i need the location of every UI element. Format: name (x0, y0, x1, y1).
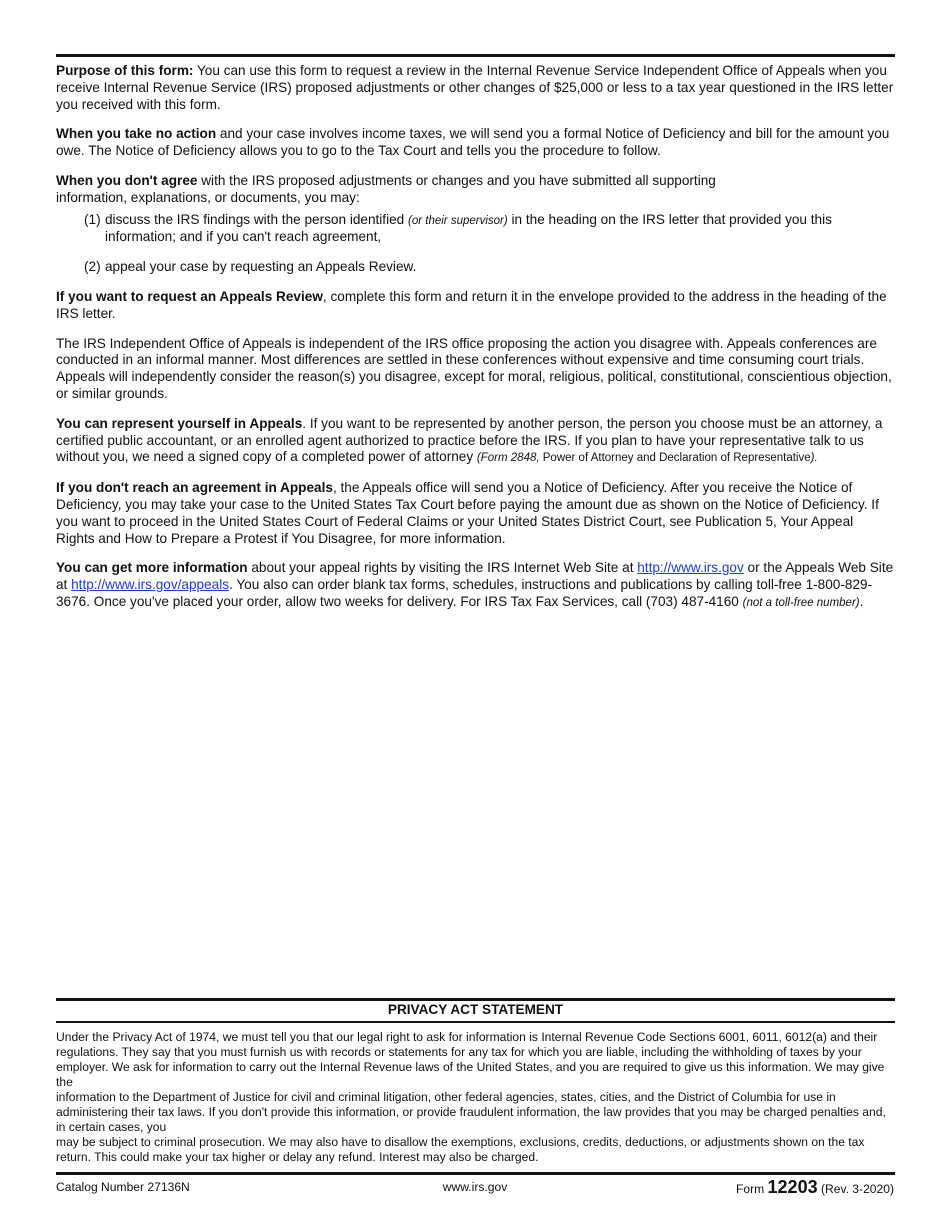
more-info-text-c: . You also can order blank tax forms, schedules, instructions and publications by calling toll-free 1-800-829-3676. Once you've placed your order, allow two weeks for delivery. For IRS Tax Fax Services, call (703) 487-4160 (56, 577, 873, 609)
privacy-paragraph-3: may be subject to criminal prosecution. We may also have to disallow the exemptions, exclusions, credits, deductions, or adjustments shown on the tax return. This could make your tax higher or delay any refund. Interest may also be charged. (56, 1135, 865, 1164)
form-footer (56, 1177, 894, 1199)
more-info-paragraph (56, 560, 894, 611)
no-action-heading: When you take no action (56, 126, 217, 142)
request-review-text: , complete this form and return it in the envelope provided to the address in the heading of the IRS letter. (56, 288, 887, 321)
independent-paragraph: The IRS Independent Office of Appeals is independent of the IRS office proposing the action you disagree with. Appeals conferences are conducted in an informal manner. Most differences are settled in these conferences without expensive and time consuming court trials. Appeals will independently consider the reason(s) you disagree, except for moral, religious, political, constitutional, conscientious objection, or similar grounds. (56, 335, 892, 401)
privacy-title: PRIVACY ACT STATEMENT (387, 1002, 564, 1017)
privacy-paragraph-2: information to the Department of Justice for civil and criminal litigation, other federal agencies, states, cities, and the District of Columbia for use in administering their tax laws. If you don't provide this information, or provide fraudulent information, the law provides that you may be charged penalties and, in certain cases, you (56, 1090, 886, 1134)
more-info-text-d: . (859, 593, 864, 609)
form-revision: (Rev. 3-2020) (817, 1182, 894, 1196)
represent-form-title: Power of Attorney and Declaration of Representative (539, 452, 811, 465)
footer-rule (56, 1172, 895, 1175)
option-1-text-b: in the heading on the IRS letter that provided you this information; and if you can't reach agreement, (105, 211, 832, 245)
option-number-1: (1) (84, 211, 101, 227)
privacy-paragraph-1: Under the Privacy Act of 1974, we must tell you that our legal right to ask for information is Internal Revenue Code Sections 6001, 6011, 6012(a) and their regulations. They say that you must furnish us with records or statements for any tax for which you are liable, including the withholding of taxes by your employer. We ask for information to carry out the Internal Revenue laws of the United States, and you are required to give us this information. We may give the (56, 1030, 885, 1089)
appeals-website-link[interactable]: http://www.irs.gov/appeals (71, 577, 230, 593)
request-review-paragraph (56, 289, 894, 323)
no-action-paragraph (56, 126, 894, 160)
top-rule (56, 54, 895, 57)
option-number-2: (2) (84, 259, 101, 275)
no-action-text: and your case involves income taxes, we will send you a formal Notice of Deficiency and bill for the amount you owe. The Notice of Deficiency allows you to go to the Tax Court and tells you the procedure to follow. (56, 126, 890, 159)
more-info-text-b: or the Appeals Web Site at (56, 560, 894, 593)
no-agreement-heading: If you don't reach an agreement in Appeals (56, 480, 333, 496)
irs-website-link[interactable]: http://www.irs.gov (637, 560, 744, 576)
option-item-1 (84, 212, 894, 247)
footer-website: www.irs.gov (442, 1180, 508, 1194)
purpose-heading: Purpose of this form: (56, 63, 194, 78)
option-text-1 (105, 212, 894, 247)
form-label: Form (735, 1182, 768, 1196)
represent-close: ). (810, 452, 818, 465)
no-agreement-text: , the Appeals office will send you a Notice of Deficiency. After you receive the Notice of Deficiency, you may take your case to the United States Tax Court before paying the amount due as shown on the Notice of Deficiency. If you want to proceed in the United States Court of Federal Claims or your United States District Court, see Publication 5, Your Appeal Rights and How to Prepare a Protest if You Disagree, for more information. (56, 480, 879, 546)
option-1-text-a: discuss the IRS findings with the person identified (105, 211, 409, 227)
catalog-number: Catalog Number 27136N (56, 1180, 190, 1194)
purpose-text: You can use this form to request a review in the Internal Revenue Service Independent Office of Appeals when you receive Internal Revenue Service (IRS) proposed adjustments or other changes of $25,000 or less to a tax year questioned in the IRS letter you received with this form. (56, 63, 894, 112)
option-1-italic: (or their supervisor) (408, 214, 508, 227)
more-info-text-a: about your appeal rights by visiting the IRS Internet Web Site at (247, 560, 638, 576)
represent-form-ref: (Form 2848, (476, 452, 540, 465)
more-info-italic: (not a toll-free number) (742, 596, 860, 609)
dont-agree-text-line1: with the IRS proposed adjustments or changes and you have submitted all supporting (197, 172, 716, 188)
option-text-2: appeal your case by requesting an Appeals Review. (105, 259, 417, 275)
request-review-heading: If you want to request an Appeals Review (56, 288, 323, 304)
purpose-paragraph (56, 63, 894, 113)
form-identifier (736, 1177, 894, 1198)
represent-text: . If you want to be represented by another person, the person you choose must be an attorney, a certified public accountant, or an enrolled agent authorized to practice before the IRS. If you plan to have your representative talk to us without you, we need a signed copy of a completed power of attorney (56, 415, 883, 465)
more-info-heading: You can get more information (56, 560, 248, 576)
dont-agree-heading: When you don't agree (56, 172, 198, 188)
represent-paragraph (56, 416, 894, 467)
privacy-rule-top (56, 998, 895, 1001)
no-agreement-paragraph (56, 480, 894, 547)
dont-agree-text-line2: information, explanations, or documents, you may: (56, 189, 360, 205)
represent-heading: You can represent yourself in Appeals (56, 415, 303, 431)
privacy-rule-bottom (56, 1021, 895, 1023)
form-instructions (56, 63, 894, 625)
option-item-2 (84, 259, 894, 276)
dont-agree-paragraph (56, 173, 894, 207)
privacy-statement (56, 1030, 894, 1165)
form-number: 12203 (767, 1177, 818, 1197)
